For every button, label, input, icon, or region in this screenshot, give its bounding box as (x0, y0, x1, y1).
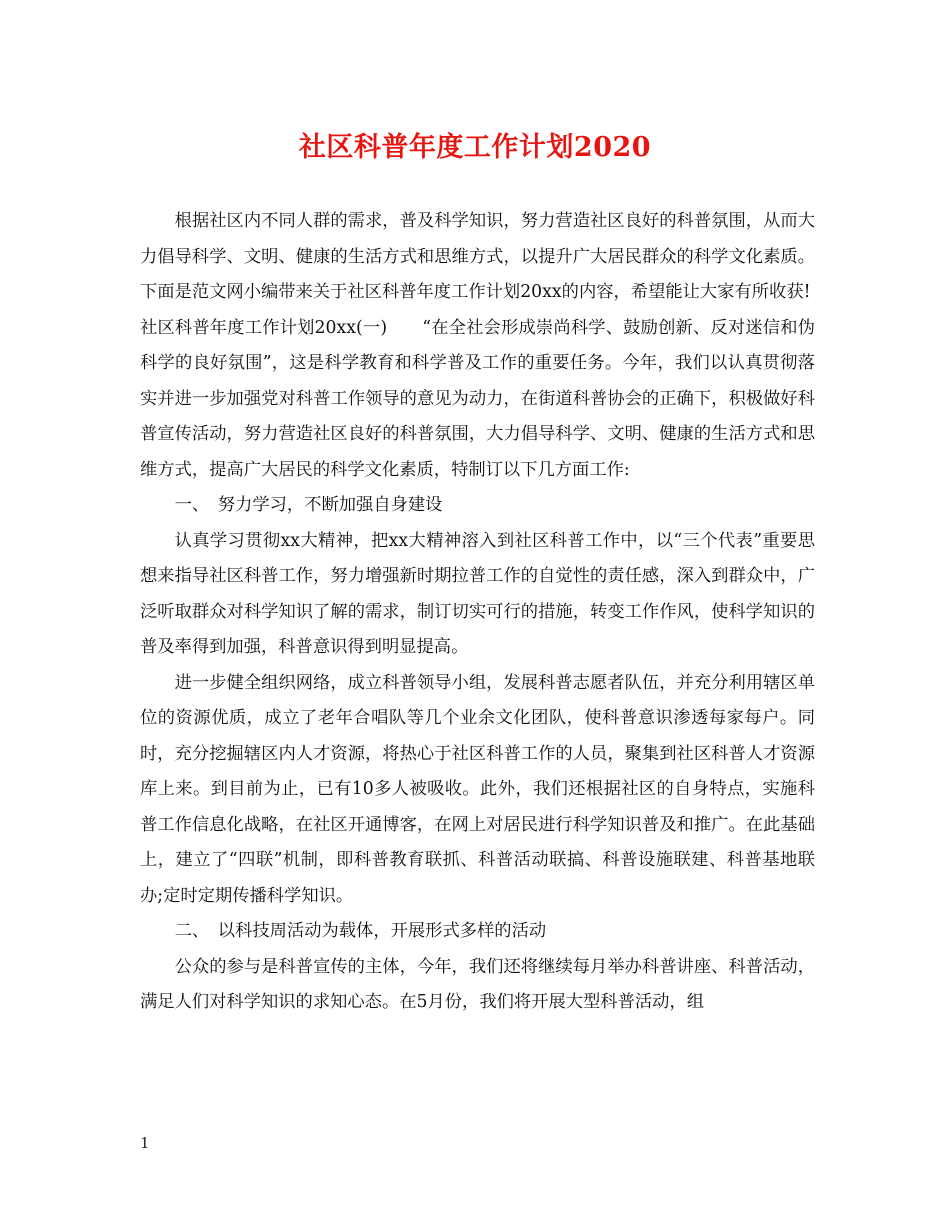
section-heading-two: 二、 以科技周活动为载体，开展形式多样的活动 (174, 921, 547, 941)
document-title: 社区科普年度工作计划2020 (298, 132, 652, 163)
page-number: 1 (140, 1134, 150, 1152)
document-body (140, 204, 815, 1021)
plan-one-paragraph: 社区科普年度工作计划20xx(一) “在全社会形成崇尚科学、鼓励创新、反对迷信和伪科学的良好氛围”，这是科学教育和科学普及工作的重要任务。今年，我们以认真贯彻落实并进一步加强党对科普工作领导的意见为动力，在街道科普协会的正确下，积极做好科普宣传活动，努力营造社区良好的科普氛围，大力倡导科学、文明、健康的生活方式和思维方式，提高广大居民的科学文化素质，特制订以下几方面工作: (140, 317, 815, 480)
intro-paragraph: 根据社区内不同人群的需求，普及科学知识，努力营造社区良好的科普氛围，从而大力倡导科学、文明、健康的生活方式和思维方式，以提升广大居民群众的科学文化素质。下面是范文网小编带来关于社区科普年度工作计划20xx的内容，希望能让大家有所收获! (140, 211, 815, 302)
activity-paragraph: 公众的参与是科普宣传的主体，今年，我们还将继续每月举办科普讲座、科普活动，满足人们对科学知识的求知心态。在5月份，我们将开展大型科普活动，组 (140, 956, 815, 1012)
study-paragraph: 认真学习贯彻xx大精神，把xx大精神溶入到社区科普工作中，以“三个代表”重要思想来指导社区科普工作，努力增强新时期拉普工作的自觉性的责任感，深入到群众中，广泛听取群众对科学知识了解的需求，制订切实可行的措施，转变工作作风，使科学知识的普及率得到加强，科普意识得到明显提高。 (140, 530, 815, 657)
organization-paragraph: 进一步健全组织网络，成立科普领导小组，发展科普志愿者队伍，并充分利用辖区单位的资源优质，成立了老年合唱队等几个业余文化团队，使科普意识渗透每家每户。同时，充分挖掘辖区内人才资源，将热心于社区科普工作的人员，聚集到社区科普人才资源库上来。到目前为止，已有10多人被吸收。此外，我们还根据社区的自身特点，实施科普工作信息化战略，在社区开通博客，在网上对居民进行科学知识普及和推广。在此基础上，建立了“四联”机制，即科普教育联抓、科普活动联搞、科普设施联建、科普基地联办;定时定期传播科学知识。 (140, 672, 815, 906)
section-heading-one: 一、 努力学习，不断加强自身建设 (174, 495, 443, 515)
